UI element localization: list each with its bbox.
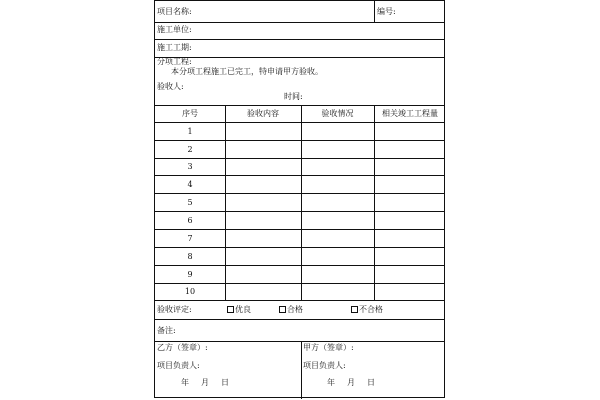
column-header-quantity: 相关竣工工程量 (382, 109, 438, 118)
grid-line (374, 1, 375, 22)
checkbox-icon[interactable] (227, 306, 234, 313)
party-a-date-year: 年 (327, 378, 335, 387)
party-a-responsible-label: 项目负责人: (303, 361, 346, 370)
row-index: 4 (187, 179, 193, 189)
project-name-label: 项目名称: (157, 7, 192, 16)
evaluation-label: 验收评定: (157, 305, 192, 314)
row-index: 3 (187, 162, 193, 171)
row-index: 1 (187, 126, 193, 136)
acceptance-form (154, 0, 445, 398)
row-index: 2 (187, 144, 193, 154)
construction-unit-label: 施工单位: (157, 25, 192, 34)
remarks-input[interactable] (177, 325, 443, 337)
party-a-signature-label: 甲方（签章）: (303, 343, 354, 352)
time-label: 时间: (284, 92, 303, 101)
party-b-responsible-label: 项目负责人: (157, 361, 200, 370)
row-index: 7 (187, 233, 193, 243)
grid-line (155, 22, 444, 23)
party-b-date-month: 月 (201, 378, 209, 387)
grid-line (374, 105, 375, 300)
party-a-date-month: 月 (347, 378, 355, 387)
party-b-date-year: 年 (181, 378, 189, 387)
row-index: 6 (187, 215, 193, 225)
row-index: 10 (184, 287, 196, 296)
time-input[interactable] (307, 91, 437, 103)
grid-line (155, 319, 444, 320)
evaluation-option-qualified[interactable]: 合格 (279, 305, 303, 315)
party-b-signature-label: 乙方（签章）: (157, 343, 208, 352)
party-a-date-day: 日 (367, 378, 375, 387)
sub-project-label: 分项工程: (157, 57, 192, 66)
project-name-input[interactable] (193, 6, 371, 18)
grid-line (301, 341, 302, 399)
construction-unit-input[interactable] (193, 24, 443, 36)
construction-period-input[interactable] (193, 42, 443, 54)
column-header-content: 验收内容 (247, 109, 279, 118)
evaluation-option-excellent[interactable]: 优良 (227, 305, 251, 315)
evaluation-option-unqualified[interactable]: 不合格 (351, 305, 383, 315)
request-text: 本分项工程施工已完工，特申请甲方验收。 (171, 67, 323, 76)
remarks-label: 备注: (157, 326, 176, 335)
grid-line (155, 341, 444, 342)
checkbox-icon[interactable] (279, 306, 286, 313)
column-header-index: 序号 (182, 109, 198, 118)
construction-period-label: 施工工期: (157, 43, 192, 52)
row-index: 5 (187, 197, 193, 207)
grid-line (301, 105, 302, 300)
number-input[interactable] (397, 6, 443, 18)
grid-line (155, 39, 444, 40)
row-index: 9 (187, 269, 193, 279)
checkbox-icon[interactable] (351, 306, 358, 313)
party-b-date-day: 日 (221, 378, 229, 387)
acceptor-label: 验收人: (157, 82, 184, 91)
grid-line (155, 300, 444, 301)
grid-line (225, 105, 226, 300)
column-header-status: 验收情况 (321, 109, 354, 118)
row-index: 8 (187, 251, 193, 261)
number-label: 编号: (377, 7, 396, 16)
